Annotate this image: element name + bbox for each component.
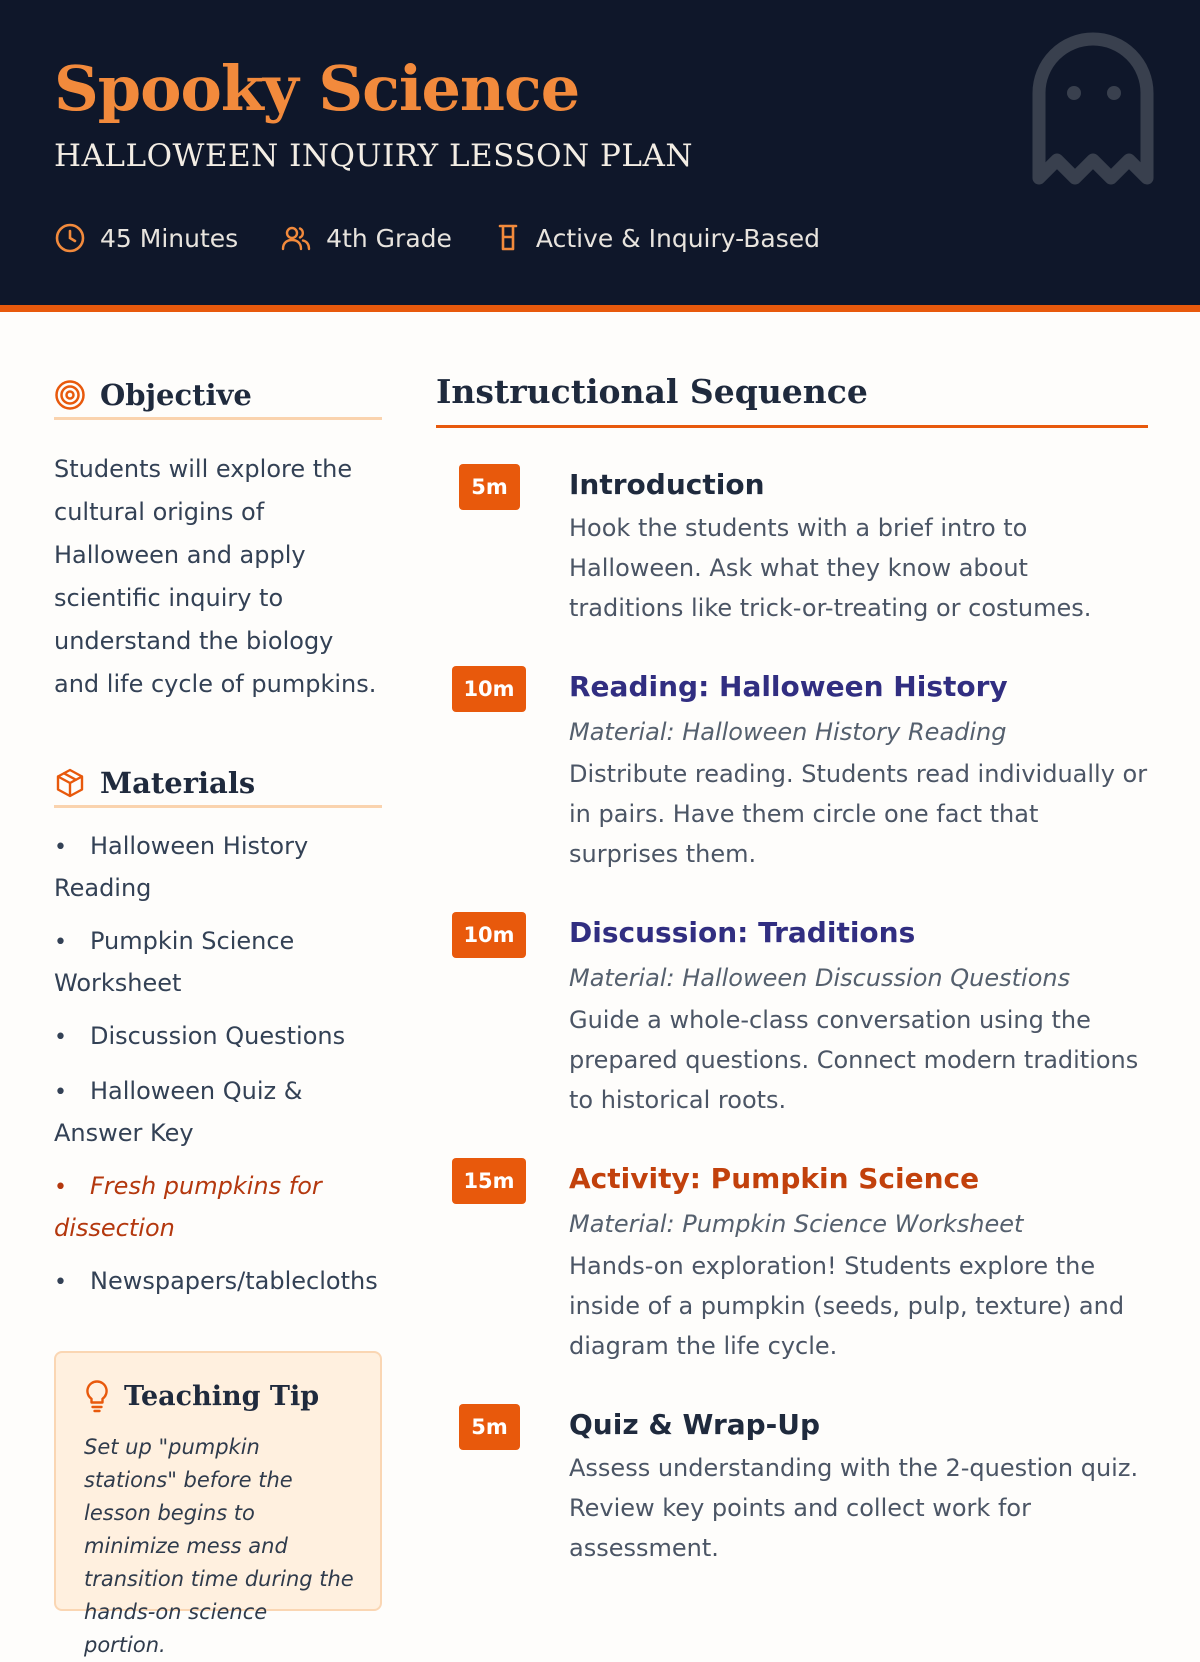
materials-list	[54, 826, 382, 1303]
step-title: Introduction	[569, 468, 765, 501]
meta-grade-label: 4th Grade	[326, 223, 452, 253]
step-title: Activity: Pumpkin Science	[569, 1162, 980, 1195]
lesson-meta	[54, 222, 862, 254]
users-icon	[280, 222, 312, 254]
list-item: • Pumpkin Science Worksheet	[54, 927, 295, 997]
step-title: Reading: Halloween History	[569, 670, 1008, 703]
page-subtitle: HALLOWEEN INQUIRY LESSON PLAN	[54, 138, 693, 174]
step-material: Material: Pumpkin Science Worksheet	[569, 1210, 1024, 1238]
material-label: Pumpkin Science Worksheet	[54, 927, 295, 997]
sequence-step	[436, 912, 1148, 1120]
list-item: • Halloween History Reading	[54, 832, 309, 902]
step-material: Material: Halloween Discussion Questions	[569, 964, 1071, 992]
list-item-highlight: • Fresh pumpkins for dissection	[54, 1172, 322, 1242]
material-label: Newspapers/tablecloths	[90, 1267, 378, 1295]
sequence-title: Instructional Sequence	[436, 372, 1148, 428]
step-description: Hands-on exploration! Students explore the inside of a pumpkin (seeds, pulp, texture) and diagram the life cycle.	[569, 1252, 1125, 1360]
objective-section	[54, 372, 382, 706]
step-description: Guide a whole-class conversation using the prepared questions. Connect modern traditions to historical roots.	[569, 1006, 1139, 1114]
list-item: • Halloween Quiz & Answer Key	[54, 1077, 303, 1147]
ghost-icon	[1030, 30, 1156, 186]
material-label: Discussion Questions	[90, 1022, 346, 1050]
header	[0, 0, 1200, 312]
step-description: Hook the students with a brief intro to Halloween. Ask what they know about traditions like trick-or-treating or costumes.	[569, 514, 1092, 622]
objective-title: Objective	[100, 377, 252, 412]
duration-badge: 10m	[452, 666, 526, 712]
left-column	[54, 372, 382, 1657]
material-label: Fresh pumpkins for dissection	[54, 1172, 322, 1242]
meta-style-label: Active & Inquiry-Based	[535, 223, 821, 253]
materials-title: Materials	[100, 765, 256, 800]
list-item: • Newspapers/tablecloths	[54, 1267, 378, 1295]
sequence-step	[436, 1404, 1148, 1568]
tip-header	[84, 1379, 354, 1413]
meta-duration-label: 45 Minutes	[100, 223, 239, 253]
sequence-step	[436, 666, 1148, 874]
meta-duration	[54, 222, 238, 254]
step-description: Distribute reading. Students read individually or in pairs. Have them circle one fact that surprises them.	[569, 760, 1148, 868]
lightbulb-icon	[84, 1379, 110, 1413]
clock-icon	[54, 222, 86, 254]
duration-badge: 15m	[452, 1158, 526, 1204]
duration-badge: 5m	[459, 464, 520, 510]
teaching-tip-box	[54, 1351, 382, 1657]
right-column	[436, 372, 1148, 1568]
objective-text: Students will explore the cultural origins of Halloween and apply scientific inquiry to understand the biology and life cycle of pumpkins.	[54, 455, 377, 698]
sequence-step	[436, 464, 1148, 628]
material-label: Halloween History Reading	[54, 832, 309, 902]
list-item: • Discussion Questions	[54, 1022, 346, 1050]
materials-section	[54, 760, 382, 1303]
step-description: Assess understanding with the 2-question quiz. Review key points and collect work for assessment.	[569, 1454, 1139, 1562]
objective-header	[54, 372, 382, 420]
page-title: Spooky Science	[54, 52, 580, 125]
material-label: Halloween Quiz & Answer Key	[54, 1077, 303, 1147]
beaker-icon	[494, 222, 522, 254]
meta-grade	[280, 222, 452, 254]
target-icon	[54, 379, 86, 411]
step-title: Discussion: Traditions	[569, 916, 916, 949]
tip-title: Teaching Tip	[124, 1380, 320, 1412]
tip-text: Set up "pumpkin stations" before the lesson begins to minimize mess and transition time during the hands-on science portion.	[84, 1435, 354, 1657]
meta-style	[494, 222, 820, 254]
sequence-step	[436, 1158, 1148, 1366]
duration-badge: 5m	[459, 1404, 520, 1450]
duration-badge: 10m	[452, 912, 526, 958]
step-material: Material: Halloween History Reading	[569, 718, 1007, 746]
materials-header	[54, 760, 382, 808]
box-icon	[54, 767, 86, 799]
step-title: Quiz & Wrap-Up	[569, 1408, 821, 1441]
